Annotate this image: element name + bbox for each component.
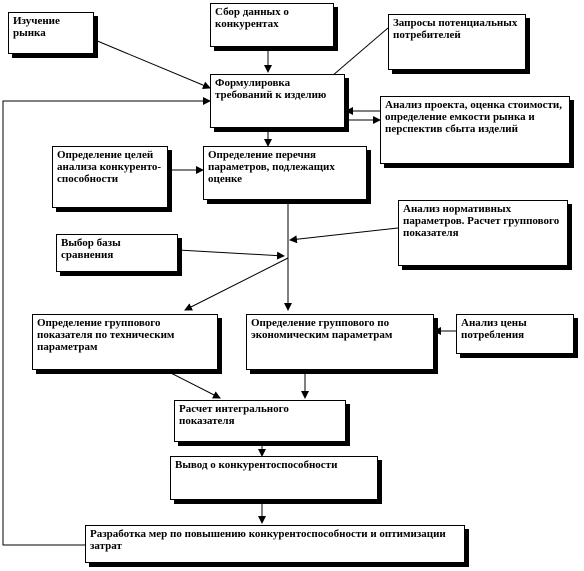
node-consumer-requests [388, 14, 526, 70]
node-label: Анализ нормативных параметров. Расчет группового показателя [403, 203, 560, 239]
node-measures [85, 525, 465, 563]
node-label: Разработка мер по повышению конкурентоспособности и оптимизации затрат [90, 528, 446, 552]
node-label: Формулировка требований к изделию [215, 77, 327, 101]
node-base [56, 234, 178, 272]
node-competitor-data [210, 3, 334, 47]
node-label: Определение целей анализа конкуренто-способности [57, 149, 162, 185]
node-requirements [210, 74, 345, 128]
node-label: Расчет интегрального показателя [179, 403, 289, 427]
node-label: Определение группового по экономическим параметрам [251, 317, 393, 341]
node-label: Вывод о конкурентоспособности [175, 459, 338, 471]
arrow-market-to-requirements [95, 40, 210, 88]
node-label: Выбор базы сравнения [61, 237, 121, 261]
node-label: Анализ цены потребления [461, 317, 527, 341]
node-market-study [8, 12, 94, 54]
node-label: Определение перечня параметров, подлежащих оценке [208, 149, 335, 185]
arrow-base-to-junction [178, 250, 284, 256]
node-label: Изучение рынка [13, 15, 60, 39]
node-normative [398, 200, 568, 266]
node-tech-group [32, 314, 218, 370]
node-econ-group [246, 314, 434, 370]
arrow-junction-to-tech [185, 258, 288, 310]
arrow-tech-to-integral [165, 370, 220, 398]
node-label: Определение группового показателя по техническим параметрам [37, 317, 175, 353]
node-project-analysis [380, 96, 570, 164]
node-integral [174, 400, 346, 442]
node-label: Сбор данных о конкурентах [215, 6, 289, 30]
node-params-list [203, 146, 367, 200]
arrow-normative-to-junction [290, 228, 398, 240]
node-label: Запросы потенциальных потребителей [393, 17, 518, 41]
node-price [456, 314, 574, 354]
node-conclusion [170, 456, 378, 500]
node-goals [52, 146, 168, 208]
node-label: Анализ проекта, оценка стоимости, определение емкости рынка и перспектив сбыта изделий [385, 99, 562, 135]
